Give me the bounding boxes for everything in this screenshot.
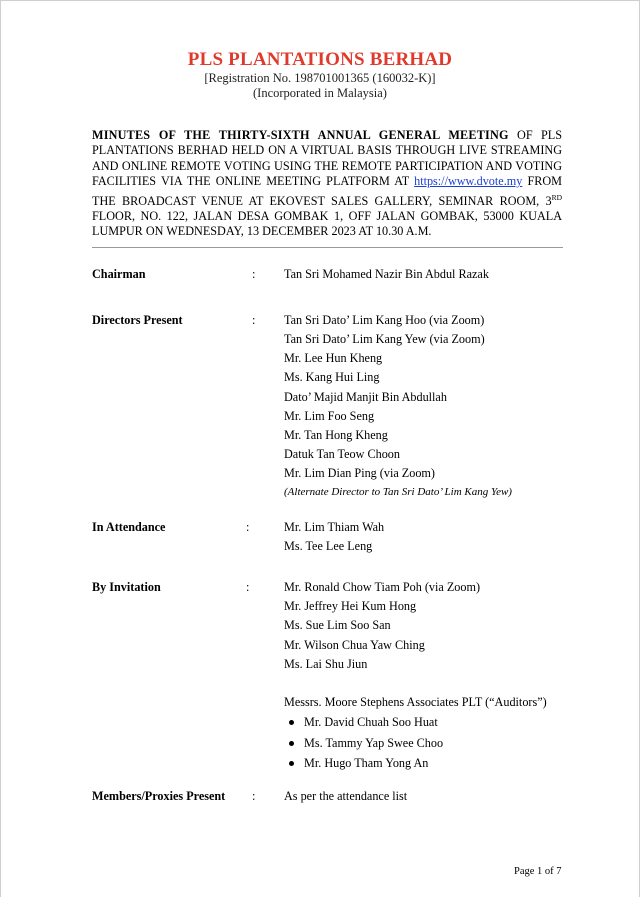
alternate-director-note: (Alternate Director to Tan Sri Dato’ Lim Kang Yew): [284, 486, 512, 498]
director-name: Tan Sri Dato’ Lim Kang Yew (via Zoom): [284, 332, 485, 346]
chairman-label: Chairman: [92, 267, 146, 281]
minutes-title: MINUTES OF THE THIRTY-SIXTH ANNUAL GENERAL MEETING: [92, 128, 509, 142]
members-label: Members/Proxies Present: [92, 789, 226, 803]
dvote-link[interactable]: https://www.dvote.my: [414, 174, 523, 189]
bullet-icon: [289, 741, 294, 746]
attendance-colon: :: [246, 520, 250, 534]
director-name: Mr. Lim Dian Ping (via Zoom): [284, 466, 435, 480]
invitee-name: Ms. Lai Shu Jiun: [284, 657, 368, 671]
invitee-name: Ms. Sue Lim Soo San: [284, 618, 391, 632]
heading-divider: [92, 247, 563, 248]
minutes-text-3: FLOOR, NO. 122, JALAN DESA GOMBAK 1, OFF JALAN GOMBAK, 53000 KUALA LUMPUR ON WEDNESDAY, 13 DECEMBER 2023 AT 10.30 A.M.: [92, 209, 562, 239]
bullet-icon: [289, 761, 294, 766]
director-name: Mr. Lee Hun Kheng: [284, 351, 383, 365]
director-name: Ms. Kang Hui Ling: [284, 370, 380, 384]
attendance-label: In Attendance: [92, 520, 166, 534]
auditor-name: Ms. Tammy Yap Swee Choo: [304, 736, 444, 750]
page-number: Page 1 of 7: [514, 866, 562, 877]
members-colon: :: [252, 789, 256, 803]
director-name: Dato’ Majid Manjit Bin Abdullah: [284, 390, 447, 404]
bullet-icon: [289, 720, 294, 725]
incorporation-note: (Incorporated in Malaysia): [253, 86, 387, 100]
invitee-name: Mr. Jeffrey Hei Kum Hong: [284, 599, 417, 613]
chairman-colon: :: [252, 267, 256, 281]
minutes-text-1: OF PLS PLANTATIONS BERHAD HELD ON A VIRTUAL BASIS THROUGH LIVE STREAMING AND ONLINE REMOTE VOTING USING THE REMOTE PARTICIPATION AND VOTING FACILITIES VIA THE ONLINE MEETING PLATFORM AT: [92, 128, 562, 189]
directors-colon: :: [252, 313, 256, 327]
chairman-value: Tan Sri Mohamed Nazir Bin Abdul Razak: [284, 267, 489, 281]
members-value: As per the attendance list: [284, 789, 408, 803]
invitee-name: Mr. Ronald Chow Tiam Poh (via Zoom): [284, 580, 481, 594]
auditor-name: Mr. Hugo Tham Yong An: [304, 756, 429, 770]
registration-number: [Registration No. 198701001365 (160032-K)]: [204, 71, 436, 85]
director-name: Mr. Tan Hong Kheng: [284, 428, 388, 442]
director-name: Mr. Lim Foo Seng: [284, 409, 375, 423]
minutes-heading: [92, 128, 562, 240]
minutes-text-2: FROM THE BROADCAST VENUE AT EKOVEST SALES GALLERY, SEMINAR ROOM, 3: [92, 174, 562, 208]
director-name: Datuk Tan Teow Choon: [284, 447, 400, 461]
director-name: Tan Sri Dato’ Lim Kang Hoo (via Zoom): [284, 313, 485, 327]
auditors-firm: Messrs. Moore Stephens Associates PLT (“Auditors”): [284, 695, 547, 709]
directors-label: Directors Present: [92, 313, 183, 327]
company-name: PLS PLANTATIONS BERHAD: [187, 49, 453, 70]
attendee-name: Mr. Lim Thiam Wah: [284, 520, 385, 534]
auditor-name: Mr. David Chuah Soo Huat: [304, 715, 438, 729]
ordinal-superscript: RD: [551, 192, 562, 202]
attendee-name: Ms. Tee Lee Leng: [284, 539, 373, 553]
invitee-name: Mr. Wilson Chua Yaw Ching: [284, 638, 425, 652]
invitation-colon: :: [246, 580, 250, 594]
invitation-label: By Invitation: [92, 580, 161, 594]
